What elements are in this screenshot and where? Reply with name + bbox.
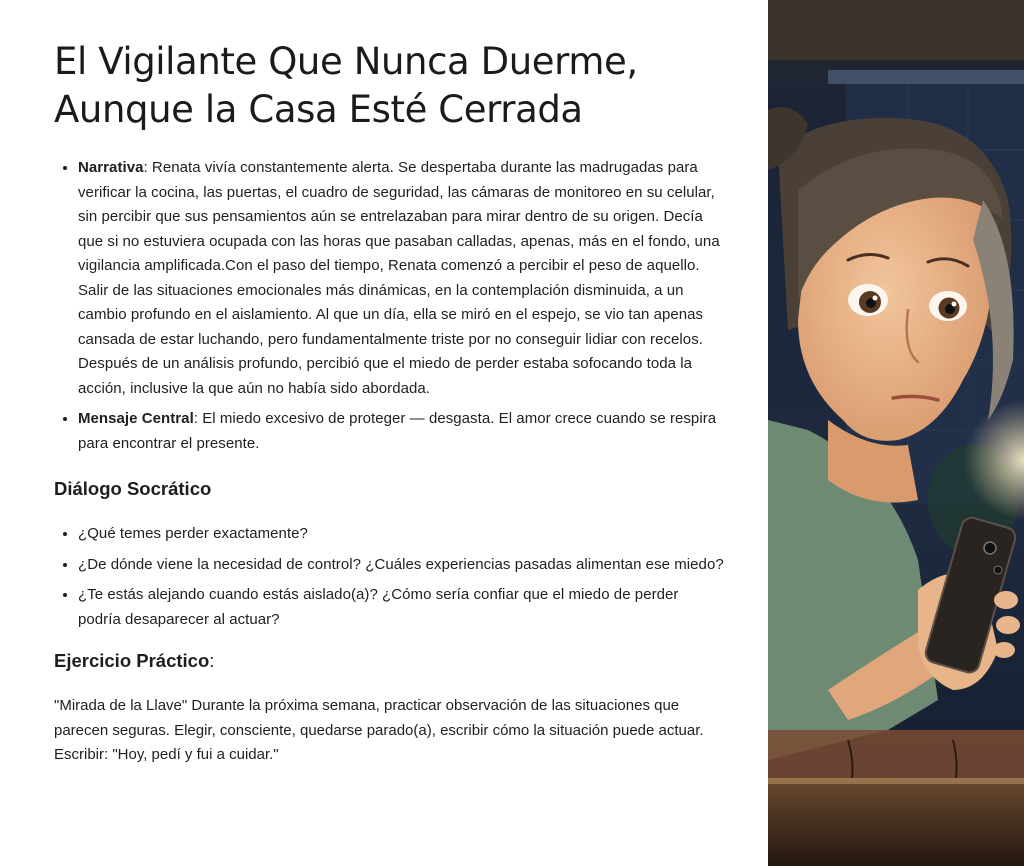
exercise-text: "Mirada de la Llave" Durante la próxima semana, practicar observación de las situaciones que parecen seguras. Elegir, consciente, quedarse parado(a), escribir cómo la situación puede actuar. Escribir: "Hoy, pedí y fui a cuidar.": [54, 697, 704, 763]
narrative-label: Narrativa: [78, 159, 144, 176]
lower-arm: [768, 730, 1024, 778]
socratic-heading: Diálogo Socrático: [54, 478, 212, 499]
question-item: • ¿Te estás alejando cuando estás aislado(a)? ¿Cómo sería confiar que el miedo de perder podría desaparecer al actuar?: [78, 583, 724, 632]
woman-looking-at-phone-illustration: [768, 0, 1024, 866]
socratic-questions: [54, 522, 724, 632]
question-item: • ¿Qué temes perder exactamente?: [78, 522, 724, 547]
narrative-item: [78, 156, 724, 401]
story-list: [54, 156, 724, 456]
table: [768, 778, 1024, 866]
central-message-item: [78, 407, 724, 456]
title-line-1: El Vigilante Que Nunca Duerme,: [54, 40, 638, 83]
window-frame: [828, 70, 1024, 84]
title-line-2: Aunque la Casa Esté Cerrada: [54, 88, 583, 131]
page-title: [54, 38, 724, 134]
exercise-heading-colon: :: [209, 650, 215, 671]
ceiling-beam: [768, 0, 1024, 60]
phone-camera: [984, 542, 996, 554]
central-message-text: : El miedo excesivo de proteger — desgasta. El amor crece cuando se respira para encontrar el presente.: [78, 410, 717, 452]
central-message-label: Mensaje Central: [78, 410, 194, 427]
exercise-heading: [54, 648, 724, 674]
exercise-heading-text: Ejercicio Práctico: [54, 650, 210, 671]
narrative-text: : Renata vivía constantemente alerta. Se despertaba durante las madrugadas para verificar la cocina, las puertas, el cuadro de seguridad, las cámaras de monitoreo en su celular, sin percibir que sus pensamientos aún se entrelazaban para mirar dentro de su origen. Decía que si no estuviera ocupada con las horas que pasaban calladas, apenas, más en el fondo, una vigilancia amplificada.Con el paso del tiempo, Renata comenzó a percibir el peso de aquello. Salir de las situaciones emocionales más dinámicas, en la contemplación disminuida, a un cambio profundo en el aislamiento. Al que un día, ella se miró en el espejo, se vio tan apenas cansada de estar luchando, pero fundamentalmente triste por no conseguir lidiar con recelos. Después de un análisis profundo, percibió que el miedo de perder estaba sofocando toda la acción, inclusive la que aún no había sido abordada.: [78, 159, 720, 397]
article: [54, 38, 724, 768]
question-item: • ¿De dónde viene la necesidad de control? ¿Cuáles experiencias pasadas alimentan ese miedo?: [78, 553, 724, 578]
